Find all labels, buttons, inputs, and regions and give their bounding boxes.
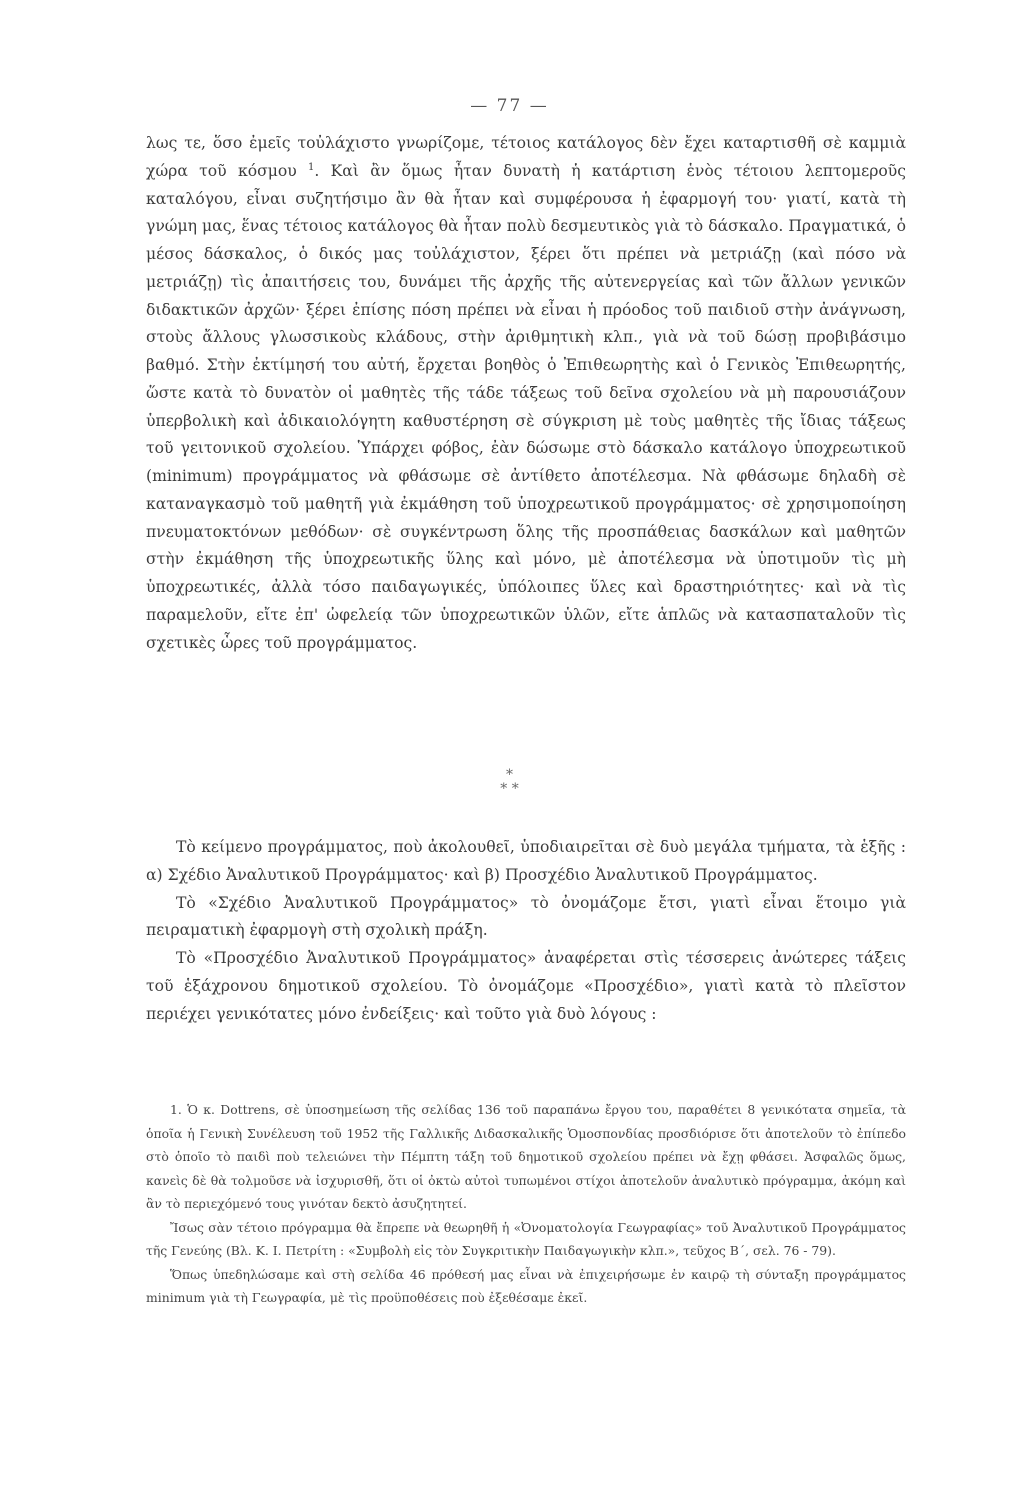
footnote-reference: 1 <box>308 161 315 173</box>
asterism-bottom: * * <box>500 781 519 797</box>
section-text <box>146 834 906 1028</box>
section-paragraph-2: Τὸ «Σχέδιο Ἀναλυτικοῦ Προγράμματος» τὸ ὀνομάζομε ἔτσι, γιατὶ εἶναι ἕτοιμο γιὰ πειραματικὴ ἐφαρμογὴ στὴ σχολικὴ πράξη. <box>146 893 906 940</box>
page-number: — 77 — <box>470 96 549 116</box>
footnote-1-continuation-b: Ὅπως ὑπεδηλώσαμε καὶ στὴ σελίδα 46 πρόθεσή μας εἶναι νὰ ἐπιχειρήσωμε ἐν καιρῷ τὴ σύνταξη προγράμματος minimum γιὰ τὴ Γεωγραφία, μὲ τὶς προϋποθέσεις ποὺ ἐξεθέσαμε ἐκεῖ. <box>146 1266 906 1305</box>
footnotes <box>146 1098 906 1310</box>
paragraph-text-rest: . Καὶ ἂν ὅμως ἦταν δυνατὴ ἡ κατάρτιση ἑνὸς τέτοιου λεπτομεροῦς καταλόγου, εἶναι συζητήσιμο ἂν θὰ ἦταν καὶ συμφέρουσα ἡ ἐφαρμογή του· γιατί, κατὰ τὴ γνώμη μας, ἕνας τέτοιος κατάλογος θὰ ἦταν πολὺ δεσμευτικὸς γιὰ τὸ δάσκαλο. Πραγματικά, ὁ μέσος δάσκαλος, ὁ δικός μας τοὐλάχιστον, ξέρει ὅτι πρέπει νὰ μετριάζῃ (καὶ πόσο νὰ μετριάζῃ) τὶς ἀπαιτήσεις του, δυνάμει τῆς ἀρχῆς τῆς αὐτενεργείας καὶ τῶν ἄλλων γενικῶν διδακτικῶν ἀρχῶν· ξέρει ἐπίσης πόση πρέπει νὰ εἶναι ἡ πρόοδος τοῦ παιδιοῦ στὴν ἀνάγνωση, στοὺς ἄλλους γλωσσικοὺς κλάδους, στὴν ἀριθμητικὴ κλπ., γιὰ νὰ τοῦ δώσῃ προβιβάσιμο βαθμό. Στὴν ἐκτίμησή του αὐτή, ἔρχεται βοηθὸς ὁ Ἐπιθεωρητὴς καὶ ὁ Γενικὸς Ἐπιθεωρητής, ὥστε κατὰ τὸ δυνατὸν οἱ μαθητὲς τῆς τάδε τάξεως τοῦ δεῖνα σχολείου νὰ μὴ παρουσιάζουν ὑπερβολικὴ καὶ ἀδικαιολόγητη καθυστέρηση σὲ σύγκριση μὲ τοὺς μαθητὲς τῆς ἴδιας τάξεως τοῦ γειτονικοῦ σχολείου. Ὑπάρχει φόβος, ἐὰν δώσωμε στὸ δάσκαλο κατάλογο ὑποχρεωτικοῦ (minimum) προγράμματος νὰ φθάσωμε σὲ ἀντίθετο ἀποτέλεσμα. Νὰ φθάσωμε δηλαδὴ σὲ καταναγκασμὸ τοῦ μαθητῆ γιὰ ἐκμάθηση τοῦ ὑποχρεωτικοῦ προγράμματος· σὲ χρησιμοποίηση πνευματοκτόνων μεθόδων· σὲ συγκέντρωση ὅλης τῆς προσπάθειας δασκάλων καὶ μαθητῶν στὴν ἐκμάθηση τῆς ὑποχρεωτικῆς ὕλης καὶ μόνο, μὲ ἀποτέλεσμα νὰ ὑποτιμοῦν τὶς μὴ ὑποχρεωτικές, ἀλλὰ τόσο παιδαγωγικές, ὑπόλοιπες ὕλες καὶ δραστηριότητες· καὶ νὰ τὶς παραμελοῦν, εἴτε ἐπ' ὠφελείᾳ τῶν ὑποχρεωτικῶν ὑλῶν, εἴτε ἁπλῶς νὰ κατασπαταλοῦν τὶς σχετικὲς ὧρες τοῦ προγράμματος. <box>146 161 906 652</box>
footnote-1: 1. Ὁ κ. Dottrens, σὲ ὑποσημείωση τῆς σελίδας 136 τοῦ παραπάνω ἔργου του, παραθέτει 8 γενικότατα σημεῖα, τὰ ὁποῖα ἡ Γενικὴ Συνέλευση τοῦ 1952 τῆς Γαλλικῆς Διδασκαλικῆς Ὁμοσπονδίας προσδιόρισε ὅτι ἀποτελοῦν τὸ ἐπίπεδο στὸ ὁποῖο τὸ παιδὶ ποὺ τελειώνει τὴν Πέμπτη τάξη τοῦ δημοτικοῦ σχολείου πρέπει νὰ ἔχῃ φθάσει. Ἀσφαλῶς ὅμως, κανεὶς δὲ θὰ τολμοῦσε νὰ ἰσχυρισθῆ, ὅτι οἱ ὀκτὼ αὐτοὶ τυπωμένοι στίχοι ἀποτελοῦν ἀναλυτικὸ πρόγραμμα, ἀκόμη καὶ ἂν τὸ περιεχόμενό τους γινόταν δεκτὸ ἀσυζητητεί. <box>146 1102 906 1211</box>
section-separator-asterism <box>0 768 1019 796</box>
asterism-top: * <box>506 767 513 783</box>
paragraph-continuation <box>146 130 906 657</box>
section-paragraph-1: Τὸ κείμενο προγράμματος, ποὺ ἀκολουθεῖ, ὑποδιαιρεῖται σὲ δυὸ μεγάλα τμήματα, τὰ ἑξῆς : α) Σχέδιο Ἀναλυτικοῦ Προγράμματος· καὶ β) Προσχέδιο Ἀναλυτικοῦ Προγράμματος. <box>146 838 906 884</box>
main-text <box>146 130 906 657</box>
section-paragraph-3: Τὸ «Προσχέδιο Ἀναλυτικοῦ Προγράμματος» ἀναφέρεται στὶς τέσσερεις ἀνώτερες τάξεις τοῦ ἑξάχρονου δημοτικοῦ σχολείου. Τὸ ὀνομάζομε «Προσχέδιο», γιατὶ κατὰ τὸ πλεῖστον περιέχει γενικότατες μόνο ἐνδείξεις· καὶ τοῦτο γιὰ δυὸ λόγους : <box>146 949 906 1023</box>
paragraph-text-start: λως τε, ὅσο ἐμεῖς τοὐλάχιστο γνωρίζομε, τέτοιος κατάλογος δὲν ἔχει καταρτισθῆ σὲ καμμιὰ χώρα τοῦ κόσμου <box>146 134 906 180</box>
footnote-1-continuation-a: Ἴσως σὰν τέτοιο πρόγραμμα θὰ ἔπρεπε νὰ θεωρηθῆ ἡ «Ὀνοματολογία Γεωγραφίας» τοῦ Ἀναλυτικοῦ Προγράμματος τῆς Γενεύης (Βλ. Κ. Ι. Πετρίτη : «Συμβολὴ εἰς τὸν Συγκριτικὴν Παιδαγωγικὴν κλπ.», τεῦχος Β΄, σελ. 76 - 79). <box>146 1219 906 1258</box>
